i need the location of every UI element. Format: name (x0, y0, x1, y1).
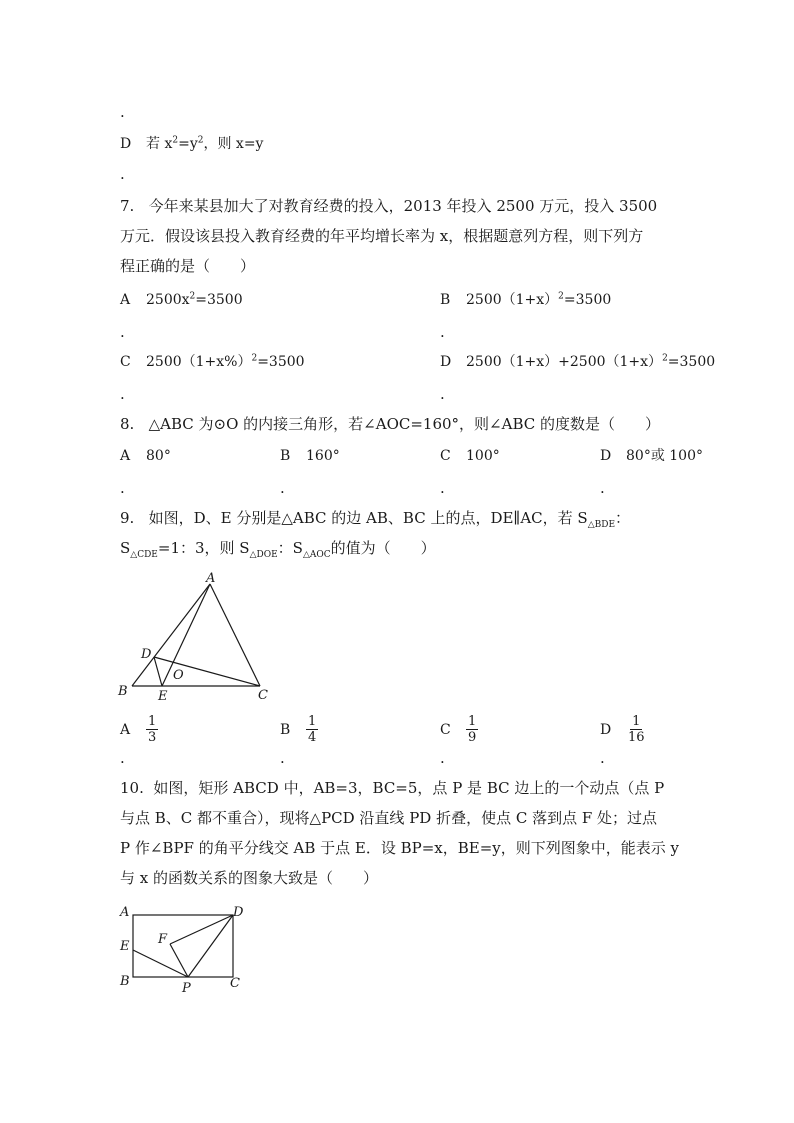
segment-ac (210, 584, 260, 686)
fraction: $\frac{1}{9}$ (468, 714, 477, 745)
segment-dp (188, 915, 233, 977)
option-dot: . (120, 749, 125, 767)
option-dot: . (440, 479, 445, 497)
q7-option-d: D $2500(1+x)+2500(1+x)^2=3500$ (440, 353, 716, 370)
q10-stem-line2: 与点 B、C 都不重合），现将△PCD 沿直线 PD 折叠，使点 C 落到点 F 处；过点 (120, 809, 658, 827)
q8-option-b: B 160° (280, 448, 340, 464)
option-dot: . (600, 749, 605, 767)
fraction: $\frac{1}{4}$ (308, 714, 317, 745)
segment-dc (154, 657, 260, 686)
label-o: O (173, 668, 184, 683)
segment-ep (133, 950, 188, 977)
label-b: B (120, 974, 130, 989)
q9-triangle-figure (112, 570, 282, 706)
label-a: A (120, 905, 130, 920)
label-a: A (206, 571, 216, 586)
q7-option-c: C $2500(1+x\%)^2=3500$ (120, 353, 305, 370)
q8-option-c: C 100° (440, 448, 500, 464)
q9-stem-line2: $S_{\triangle CDE}=1$：3，则 $S_{\triangle DOE}$：$S_{\triangle AOC}$的值为（ ） (120, 539, 436, 560)
option-dot: . (440, 749, 445, 767)
label-d: D (141, 647, 152, 662)
q9-option-c: C $\frac{1}{9}$ (440, 714, 477, 745)
option-dot: . (120, 385, 125, 403)
q9-option-b: B $\frac{1}{4}$ (280, 714, 317, 745)
q10-rectangle-figure (112, 900, 252, 996)
label-p: P (182, 981, 191, 996)
q9-stem-line1: 9. 如图，D、E 分别是△ABC 的边 AB、BC 上的点，DE∥AC，若 $S_{\triangle BDE}$： (120, 509, 631, 530)
segment-de (154, 657, 162, 686)
label-e: E (158, 689, 168, 704)
label-b: B (118, 684, 128, 699)
label-f: F (158, 932, 168, 947)
q7-option-b: B $2500(1+x)^2=3500$ (440, 291, 612, 308)
segment-fd (170, 915, 233, 944)
label-e: E (120, 939, 130, 954)
q9-option-a: A $\frac{1}{3}$ (120, 714, 157, 745)
label-d: D (233, 905, 244, 920)
option-dot: . (280, 479, 285, 497)
option-dot: . (600, 479, 605, 497)
q10-stem-line3: P 作∠BPF 的角平分线交 AB 于点 E．设 BP=x，BE=y，则下列图象中，能表示 y (120, 839, 680, 857)
q7-stem-line3: 程正确的是（ ） (120, 257, 256, 275)
q7-stem-line2: 万元．假设该县投入教育经费的年平均增长率为 x，根据题意列方程，则下列方 (120, 227, 644, 245)
continuation-dot: . (120, 103, 125, 121)
option-dot: . (440, 323, 445, 341)
q6-option-d: D 若 $x^2=y^2$，则 x=y (120, 135, 264, 152)
q10-stem-line1: 10. 如图，矩形 ABCD 中，AB=3，BC=5，点 P 是 BC 边上的一个动点（点 P (120, 779, 665, 797)
label-c: C (230, 976, 240, 991)
q7-stem-line1: 7. 今年来某县加大了对教育经费的投入，2013 年投入 2500 万元，投入 3500 (120, 197, 658, 215)
q8-option-a: A 80° (120, 448, 171, 464)
option-dot: . (120, 165, 125, 183)
q7-option-a: A $2500x^2=3500$ (120, 291, 243, 308)
option-label: D (120, 136, 132, 152)
option-dot: . (120, 479, 125, 497)
option-dot: . (440, 385, 445, 403)
segment-ab (132, 584, 210, 686)
label-c: C (258, 688, 268, 703)
option-dot: . (120, 323, 125, 341)
q9-option-d: D $\frac{1}{16}$ (600, 714, 645, 745)
fraction: $\frac{1}{3}$ (148, 714, 157, 745)
q8-option-d: D 80°或 100° (600, 448, 703, 464)
fraction: $\frac{1}{16}$ (628, 714, 645, 745)
option-dot: . (280, 749, 285, 767)
q8-stem: 8. △ABC 为⊙O 的内接三角形，若∠AOC=160°，则∠ABC 的度数是（ ） (120, 415, 660, 433)
q10-stem-line4: 与 x 的函数关系的图象大致是（ ） (120, 869, 378, 887)
